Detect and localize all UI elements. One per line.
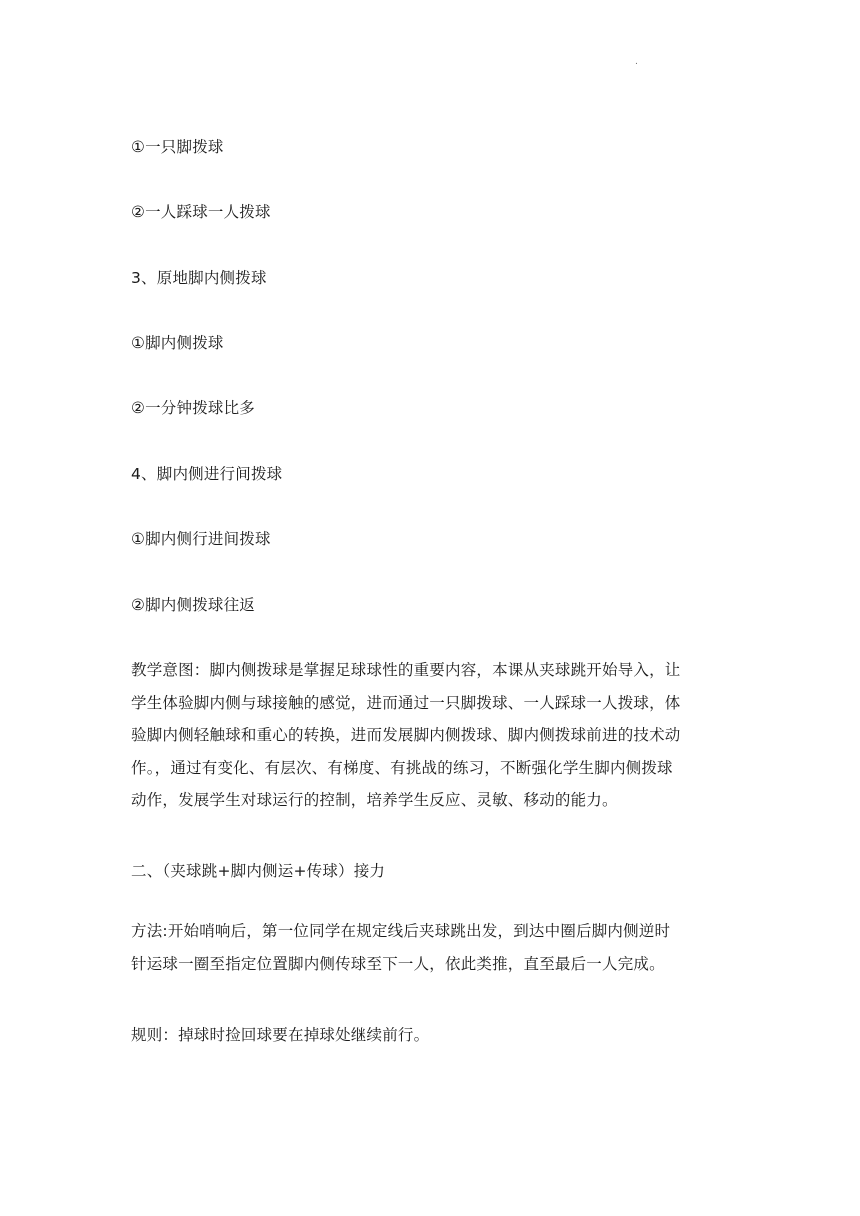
method-paragraph [131,915,731,980]
section-heading: 二、（夹球跳+脚内侧运+传球）接力 [131,862,386,880]
list-item: ①脚内侧拨球 [131,334,224,352]
list-item: ②一分钟拨球比多 [131,399,255,417]
section-heading: 3、原地脚内侧拨球 [131,269,267,287]
rule-text: 规则：掉球时捡回球要在掉球处继续前行。 [131,1026,430,1044]
teaching-intent-paragraph [131,654,731,817]
paragraph-line: 学生体验脚内侧与球接触的感觉，进而通过一只脚拨球、一人踩球一人拨球，体 [131,693,681,712]
section-heading: 4、脚内侧进行间拨球 [131,465,283,483]
paragraph-line: 教学意图：脚内侧拨球是掌握足球球性的重要内容，本课从夹球跳开始导入，让 [131,661,681,679]
paragraph-line: 针运球一圈至指定位置脚内侧传球至下一人，依此类推，直至最后一人完成。 [131,954,665,973]
paragraph-line: 作。，通过有变化、有层次、有梯度、有挑战的练习，不断强化学生脚内侧拨球 [131,758,673,777]
list-item: ①一只脚拨球 [131,138,224,156]
paragraph-line: 动作，发展学生对球运行的控制，培养学生反应、灵敏、移动的能力。 [131,791,618,809]
list-item: ②一人踩球一人拨球 [131,203,271,221]
paragraph-line: 方法:开始哨响后，第一位同学在规定线后夹球跳出发，到达中圈后脚内侧逆时 [131,922,671,940]
list-item: ①脚内侧行进间拨球 [131,530,271,548]
list-item: ②脚内侧拨球往返 [131,596,255,614]
page-mark: . [635,57,638,67]
paragraph-line: 验脚内侧轻触球和重心的转换，进而发展脚内侧拨球、脚内侧拨球前进的技术动 [131,726,681,744]
